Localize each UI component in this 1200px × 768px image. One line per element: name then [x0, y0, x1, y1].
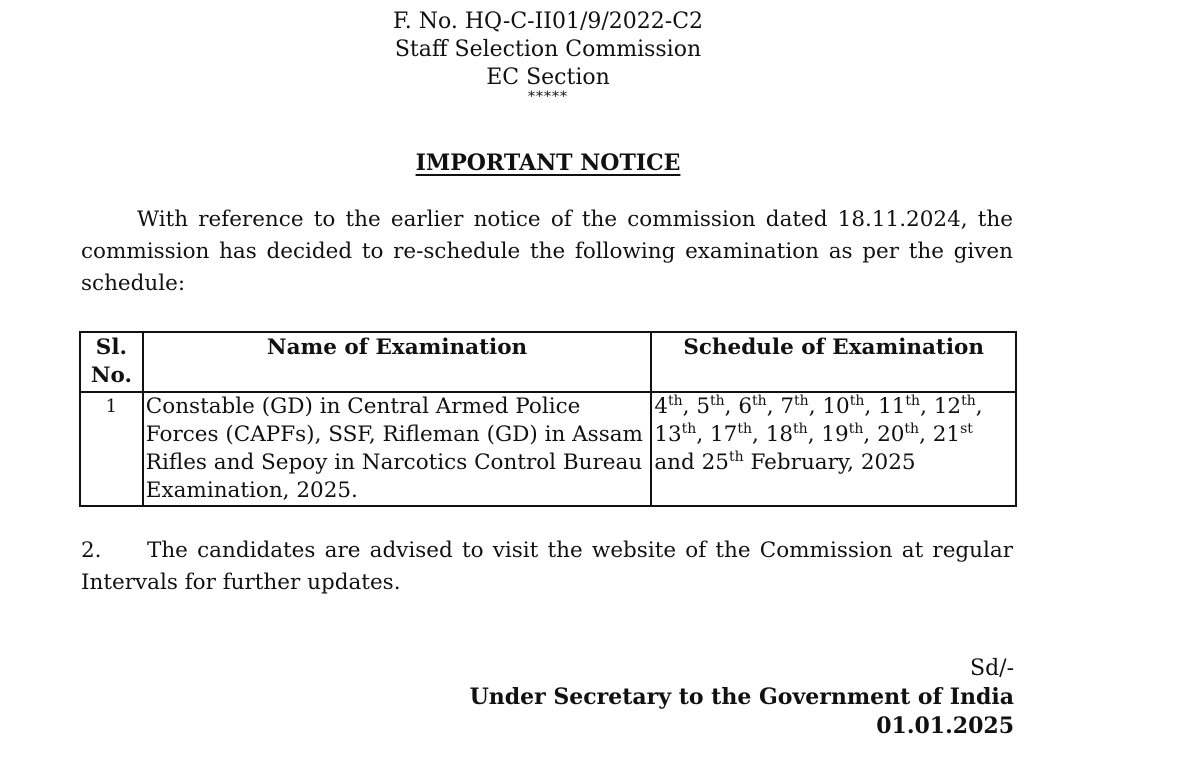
row-sl-no: 1 — [80, 392, 143, 506]
header-sl-no: Sl. No. — [80, 332, 143, 392]
date-day: 18 — [765, 422, 794, 447]
schedule-date — [710, 422, 752, 447]
date-suffix: th — [848, 420, 864, 437]
advisory-text: The candidates are advised to visit the website of the Commission at regular Intervals for further updates. — [81, 538, 1013, 595]
date-day: 25 — [701, 450, 729, 475]
schedule-date — [696, 394, 724, 419]
schedule-date — [822, 394, 864, 419]
organisation-name: Staff Selection Commission — [394, 37, 702, 62]
row-schedule — [651, 392, 1016, 506]
document-header — [300, 8, 796, 104]
table-row — [80, 392, 1016, 506]
date-day: 5 — [696, 394, 711, 419]
date-suffix: th — [793, 420, 808, 437]
schedule-date — [878, 394, 920, 419]
notice-date: 01.01.2025 — [876, 713, 1014, 739]
date-suffix: th — [752, 392, 767, 409]
date-suffix: th — [728, 448, 744, 465]
schedule-date — [654, 422, 696, 447]
date-suffix: th — [961, 392, 976, 409]
schedule-date — [780, 394, 808, 419]
date-suffix: th — [681, 420, 697, 437]
schedule-date — [738, 394, 766, 419]
schedule-table — [79, 331, 1017, 507]
date-day: 19 — [821, 422, 849, 447]
date-day: 12 — [933, 394, 962, 419]
date-day: 4 — [654, 394, 668, 419]
date-day: 13 — [654, 422, 682, 447]
date-day: 20 — [877, 422, 905, 447]
signature-block — [470, 654, 1014, 741]
table-header-row — [80, 332, 1016, 392]
date-day: 6 — [738, 394, 753, 419]
schedule-dates: 4th, 5th, 6th, 7th, 10th, 11th, 12th, 13th, 17th, 18th, 19th, 20th, 21st and 25th February, 2025 — [654, 392, 983, 475]
advisory-paragraph — [81, 535, 1013, 599]
schedule-date — [933, 422, 973, 447]
intro-paragraph: With reference to the earlier notice of the commission dated 18.11.2024, the commission has decided to re-schedule the following examination as per the given schedule: — [81, 207, 1013, 296]
schedule-date — [766, 422, 808, 447]
date-suffix: th — [905, 392, 921, 409]
schedule-date — [654, 394, 682, 419]
date-suffix: th — [849, 392, 865, 409]
date-suffix: th — [668, 392, 683, 409]
paragraph-number: 2. — [81, 538, 102, 563]
date-suffix: th — [737, 420, 753, 437]
date-suffix: st — [960, 420, 973, 437]
signature-sd: Sd/- — [970, 656, 1014, 681]
schedule-date — [877, 422, 919, 447]
file-number: F. No. HQ-C-II01/9/2022-C2 — [392, 9, 704, 34]
date-suffix: th — [904, 420, 920, 437]
schedule-date — [821, 422, 863, 447]
date-day: 21 — [932, 422, 961, 447]
schedule-date — [702, 450, 744, 475]
schedule-date — [934, 394, 976, 419]
header-schedule: Schedule of Examination — [651, 332, 1016, 392]
notice-title: IMPORTANT NOTICE — [415, 150, 681, 176]
date-day: 7 — [780, 394, 795, 419]
signatory-designation: Under Secretary to the Government of India — [469, 684, 1014, 710]
date-day: 11 — [878, 394, 906, 419]
schedule-month-year: February, 2025 — [750, 450, 916, 475]
header-separator: ***** — [528, 89, 568, 105]
date-day: 17 — [710, 422, 738, 447]
header-exam-name: Name of Examination — [143, 332, 652, 392]
date-suffix: th — [710, 392, 725, 409]
date-day: 10 — [822, 394, 850, 419]
section-name: EC Section — [486, 65, 610, 90]
date-suffix: th — [794, 392, 809, 409]
row-exam-name: Constable (GD) in Central Armed Police Forces (CAPFs), SSF, Rifleman (GD) in Assam Rifles and Sepoy in Narcotics Control Bureau Examination, 2025. — [143, 392, 652, 506]
